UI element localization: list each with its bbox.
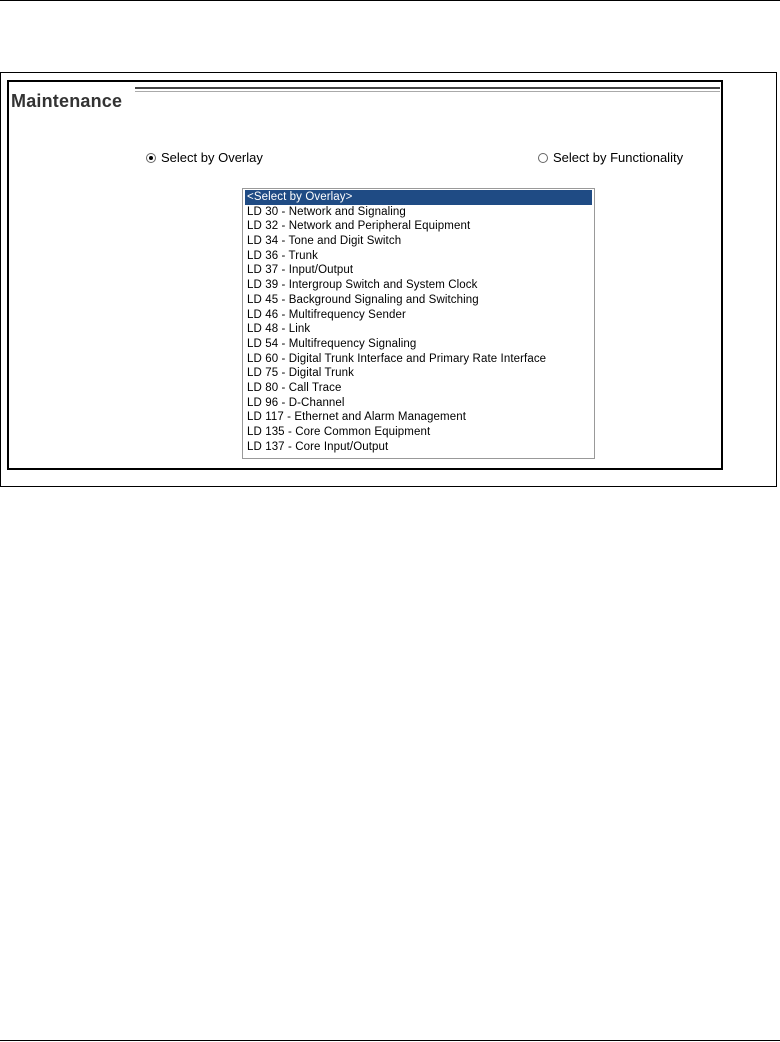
list-option[interactable]: LD 137 - Core Input/Output: [247, 440, 389, 453]
list-option[interactable]: LD 48 - Link: [247, 323, 311, 336]
title-divider-shadow: [135, 91, 720, 92]
list-option[interactable]: LD 75 - Digital Trunk: [247, 367, 354, 380]
select-by-overlay-label: Select by Overlay: [161, 150, 263, 165]
title-divider: [135, 87, 720, 89]
page-top-rule: [0, 0, 780, 1]
page-bottom-rule: [0, 1040, 780, 1041]
radio-checked-icon[interactable]: [146, 153, 156, 163]
list-option[interactable]: LD 80 - Call Trace: [247, 381, 342, 394]
radio-unchecked-icon[interactable]: [538, 153, 548, 163]
select-by-functionality-radio[interactable]: [538, 150, 683, 165]
list-option-placeholder[interactable]: <Select by Overlay>: [245, 190, 592, 205]
list-option[interactable]: LD 45 - Background Signaling and Switching: [247, 293, 479, 306]
list-option[interactable]: LD 54 - Multifrequency Signaling: [247, 337, 417, 350]
list-option[interactable]: LD 34 - Tone and Digit Switch: [247, 235, 402, 248]
list-option[interactable]: LD 37 - Input/Output: [247, 264, 354, 277]
select-by-functionality-label: Select by Functionality: [553, 150, 684, 165]
list-option[interactable]: LD 30 - Network and Signaling: [247, 205, 406, 218]
list-option[interactable]: LD 32 - Network and Peripheral Equipment: [247, 220, 471, 233]
list-option[interactable]: LD 135 - Core Common Equipment: [247, 426, 431, 438]
list-option[interactable]: LD 96 - D-Channel: [247, 396, 345, 409]
page-title: Maintenance: [11, 91, 123, 111]
list-option[interactable]: LD 60 - Digital Trunk Interface and Primary Rate Interface: [247, 352, 547, 365]
list-option[interactable]: LD 46 - Multifrequency Sender: [247, 308, 406, 321]
overlay-listbox[interactable]: [242, 188, 595, 459]
select-by-overlay-radio[interactable]: [146, 150, 263, 165]
list-option[interactable]: LD 36 - Trunk: [247, 249, 318, 262]
list-option[interactable]: LD 117 - Ethernet and Alarm Management: [247, 411, 467, 424]
list-option[interactable]: LD 39 - Intergroup Switch and System Clock: [247, 279, 478, 292]
